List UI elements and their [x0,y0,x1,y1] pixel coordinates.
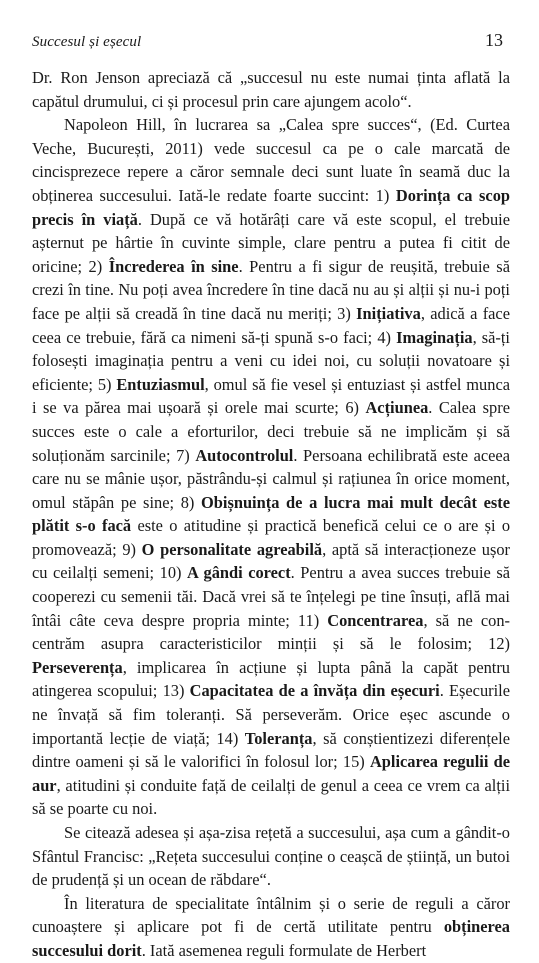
principle-10-term: A gândi corect [187,563,291,583]
paragraph-text: , adică a face ceea ce trebuie, fără ca nimeni să-ți spună s-o faci; 4) [32,303,510,347]
principle-6-term: Acțiunea [365,398,429,418]
paragraph-text: Napoleon Hill, în lucrarea sa „Calea spre succes“, (Ed. Curtea Veche, București, 2011) vede succesul ca pe o cale marcată de cincisprezece repere a căror semnale deci sunt luate în seamă duc la obținerea succesului. Iată-le redate foarte succint: 1) [32,115,510,205]
paragraph-text: . După ce vă hotărâți care vă este scopul, el trebuie așternut pe hârtie în cuvinte simple, clare pentru a putea fi citit de oricine; 2) [32,209,511,276]
principle-5-term: Entuziasmul [116,374,205,394]
paragraph-text: . Iată asemenea reguli formulate de Herbert [141,940,427,960]
paragraph-text: Dr. Ron Jenson apreciază că „succesul nu este numai ținta aflată la capătul drumului, ci și procesul prin care ajungem acolo“. [32,68,510,111]
page-header [32,30,503,52]
paragraph-text: , să ne concentrăm asupra caracteristicilor minții și să le folosim; 12) [32,610,510,654]
paragraph-jenson-quote [32,66,510,113]
body-text [32,66,510,963]
paragraph-text: , omul să fie vesel și entuziast și astfel munca i se va părea mai ușoară și orele mai scurte; 6) [32,374,510,418]
paragraph-text: . Calea spre succes este o cale a eforturilor, deci trebuie să ne implicăm și să soluționăm sarcinile; 7) [32,398,510,465]
paragraph-rules [32,892,510,963]
principle-1-term: Dorința ca scop precis în viață [32,185,511,229]
paragraph-text: Se citează adesea și așa-zisa rețetă a succesului, așa cum a gândit-o Sfântul Francisc: „Rețeta succesului conține o ceașcă de știință, un butoi de prudență și un ocean de răbdare“. [32,823,510,890]
principle-13-term: Capacitatea de a învăța din eșecuri [189,681,440,701]
principle-7-term: Autocontrolul [195,445,294,465]
principle-11-term: Concentrarea [327,610,424,630]
principle-14-term: Toleranța [244,728,313,748]
paragraph-text: În literatura de specialitate întâlnim și o serie de reguli a căror cunoaștere și aplicare pot fi de certă utilitate pentru [32,893,510,937]
paragraph-text: , să-ți folosești imaginația pentru a veni cu idei noi, cu soluții novatoare și eficiente; 5) [32,327,510,394]
principle-3-term: Inițiativa [356,303,421,323]
running-title: Succesul și eșecul [32,34,142,50]
paragraph-text: . Pentru a fi sigur de reușită, trebuie să crezi în tine. Nu poți avea încredere în tine dacă nu au și alții și nu-i poți face pe alții să creadă în tine dacă nu meriți; 3) [32,256,510,323]
paragraph-napoleon-hill [32,113,510,821]
paragraph-text: , să conștientizezi diferențele dintre oameni și să le valorifici în folosul lor; 15) [32,728,510,772]
paragraph-text: , aptă să interacționeze ușor cu ceilalți semeni; 10) [32,539,511,583]
principle-2-term: Încrederea în sine [108,256,239,276]
principle-12-term: Perseverența [32,657,123,677]
key-phrase: obținerea succesului dorit [32,917,510,960]
paragraph-saint-francis [32,821,510,892]
principle-15-term: Aplicarea regulii de aur [32,752,510,795]
paragraph-text: , atitudini și conduite față de ceilalți de genul a ceea ce vrem ca alții să se poarte cu noi. [32,775,510,819]
principle-9-term: O personalitate agreabilă [141,539,323,559]
page-number: 13 [485,30,503,50]
paragraph-text: . Eșecurile ne învață să fim toleranți. Să perseverăm. Orice eșec ascunde o importantă lecție de viață; 14) [32,681,510,748]
principle-8-term: Obișnuința de a lucra mai mult decât este plătit s-o facă [32,492,510,536]
paragraph-text: este o atitudine și practică benefică celui ce o are și o promovează; 9) [32,516,511,559]
paragraph-text: . Persoana echilibrată este aceea care nu se mânie ușor, păstrându-și calmul și rațiunea în orice moment, omul stăpân pe sine; 8) [32,445,510,512]
paragraph-text: . Pentru a avea succes trebuie să cooperezi cu semenii tăi. Dacă vrei să te înțelegi pe tine însuți, află mai întâi câte ceva despre propria minte; 11) [32,563,510,630]
principle-4-term: Imaginația [396,327,473,347]
paragraph-text: , implicarea în acțiune și lupta până la capăt pentru atingerea scopului; 13) [32,657,510,701]
